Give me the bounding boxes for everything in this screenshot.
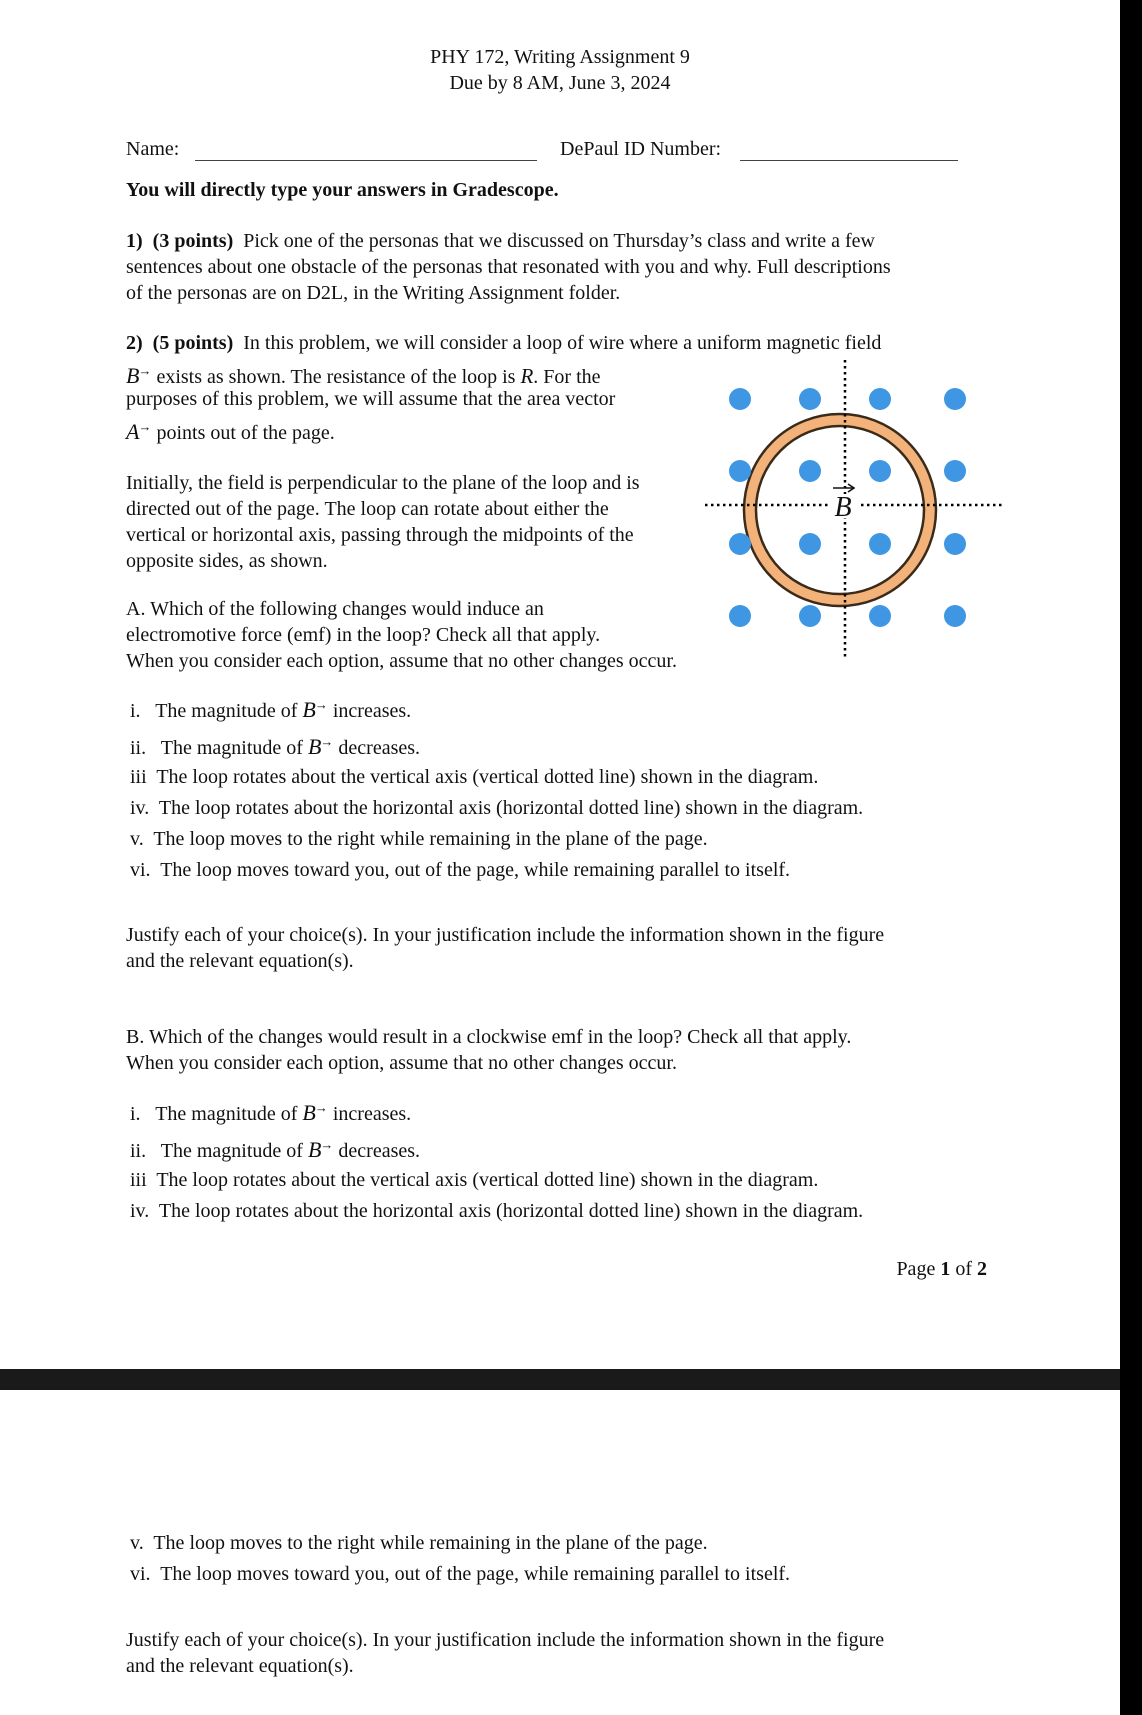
item-text-post: increases. bbox=[332, 1103, 412, 1125]
field-dot bbox=[869, 533, 891, 555]
field-dot bbox=[869, 460, 891, 482]
page-separator bbox=[0, 1369, 1142, 1390]
part-a-line2: electromotive force (emf) in the loop? Check all that apply. bbox=[126, 624, 601, 646]
page-word: Page bbox=[896, 1258, 936, 1280]
assignment-title: PHY 172, Writing Assignment 9 bbox=[430, 46, 690, 68]
item-number: iii bbox=[130, 766, 147, 788]
due-date: Due by 8 AM, June 3, 2024 bbox=[449, 72, 671, 94]
vector-b-symbol: B bbox=[302, 697, 316, 722]
q2-number: 2) bbox=[126, 332, 143, 354]
resistance-symbol: R bbox=[520, 364, 534, 388]
item-number: iii bbox=[130, 1169, 147, 1191]
q2-para2-line2: directed out of the page. The loop can rotate about either the bbox=[126, 498, 609, 520]
part-b-item-2[interactable] bbox=[130, 1132, 420, 1164]
item-number: vi. bbox=[130, 859, 151, 881]
item-text: The loop moves toward you, out of the page, while remaining parallel to itself. bbox=[160, 859, 791, 881]
item-number: ii. bbox=[130, 737, 147, 759]
field-dot bbox=[729, 388, 751, 410]
item-text-post: increases. bbox=[332, 700, 412, 722]
page-2 bbox=[0, 1390, 1120, 1715]
field-dot bbox=[944, 533, 966, 555]
item-text: The loop rotates about the vertical axis (vertical dotted line) shown in the diagram. bbox=[156, 766, 819, 788]
q2-text-4: points out of the page. bbox=[156, 422, 335, 444]
justify-b-line2: and the relevant equation(s). bbox=[126, 1655, 354, 1677]
right-edge bbox=[1120, 0, 1142, 1715]
name-blank[interactable] bbox=[195, 138, 537, 161]
part-b-line1: B. Which of the changes would result in a clockwise emf in the loop? Check all that apply. bbox=[126, 1026, 852, 1048]
magnetic-field-figure bbox=[690, 350, 1020, 670]
vector-b-symbol: B bbox=[307, 1137, 322, 1162]
field-dot bbox=[944, 460, 966, 482]
page-total: 2 bbox=[977, 1258, 987, 1280]
q1-text-1: Pick one of the personas that we discussed on Thursday’s class and write a few bbox=[243, 230, 875, 252]
q2-para2-line1: Initially, the field is perpendicular to the plane of the loop and is bbox=[126, 472, 640, 494]
field-dot bbox=[944, 605, 966, 627]
item-text-post: decreases. bbox=[338, 1140, 421, 1162]
item-text: The loop rotates about the horizontal axis (horizontal dotted line) shown in the diagram. bbox=[158, 1200, 864, 1222]
vector-arrow-icon: → bbox=[320, 1137, 334, 1152]
field-b-label: B bbox=[834, 492, 852, 523]
item-text-pre: The magnitude of bbox=[160, 1140, 303, 1162]
q2-para2-line4: opposite sides, as shown. bbox=[126, 550, 328, 572]
justify-a-line2: and the relevant equation(s). bbox=[126, 950, 354, 972]
id-blank[interactable] bbox=[740, 138, 958, 161]
part-b-item-6[interactable] bbox=[130, 1561, 790, 1587]
of-word: of bbox=[955, 1258, 972, 1280]
vector-b-symbol: B bbox=[307, 734, 322, 759]
field-dot bbox=[799, 388, 821, 410]
justify-b-line1: Justify each of your choice(s). In your justification include the information shown in the figure bbox=[126, 1629, 885, 1651]
q1-line3: of the personas are on D2L, in the Writing Assignment folder. bbox=[126, 282, 621, 304]
part-a-item-1[interactable] bbox=[130, 692, 411, 724]
item-text-pre: The magnitude of bbox=[160, 737, 303, 759]
part-a-item-4[interactable] bbox=[130, 795, 863, 821]
field-dot bbox=[799, 533, 821, 555]
item-text: The loop moves to the right while remaining in the plane of the page. bbox=[153, 1532, 708, 1554]
item-text: The loop rotates about the vertical axis (vertical dotted line) shown in the diagram. bbox=[156, 1169, 819, 1191]
part-a-item-2[interactable] bbox=[130, 729, 420, 761]
item-text: The loop rotates about the horizontal axis (horizontal dotted line) shown in the diagram. bbox=[158, 797, 864, 819]
field-dot bbox=[799, 460, 821, 482]
field-dot bbox=[944, 388, 966, 410]
page-indicator bbox=[896, 1256, 987, 1282]
item-text-pre: The magnitude of bbox=[155, 700, 298, 722]
field-dot bbox=[869, 605, 891, 627]
part-a-item-6[interactable] bbox=[130, 857, 790, 883]
item-text: The loop moves to the right while remaining in the plane of the page. bbox=[153, 828, 708, 850]
id-label: DePaul ID Number: bbox=[560, 138, 722, 160]
part-b-item-5[interactable] bbox=[130, 1530, 708, 1556]
item-text-post: decreases. bbox=[338, 737, 421, 759]
q1-number: 1) bbox=[126, 230, 143, 252]
field-dot bbox=[869, 388, 891, 410]
part-b-item-3[interactable] bbox=[130, 1167, 818, 1193]
field-dot bbox=[729, 533, 751, 555]
q2-para2-line3: vertical or horizontal axis, passing through the midpoints of the bbox=[126, 524, 634, 546]
item-text-pre: The magnitude of bbox=[155, 1103, 298, 1125]
part-a-item-5[interactable] bbox=[130, 826, 708, 852]
q1-line1 bbox=[126, 228, 875, 254]
q2-line4 bbox=[126, 414, 335, 446]
item-number: iv. bbox=[130, 1200, 150, 1222]
vector-arrow-icon: → bbox=[138, 419, 152, 434]
q2-points: (5 points) bbox=[152, 332, 234, 354]
item-text: The loop moves toward you, out of the page, while remaining parallel to itself. bbox=[160, 1563, 791, 1585]
item-number: i. bbox=[130, 700, 141, 722]
vector-arrow-icon: → bbox=[314, 1100, 328, 1115]
vector-b-symbol: B bbox=[302, 1100, 316, 1125]
part-b-line2: When you consider each option, assume that no other changes occur. bbox=[126, 1052, 677, 1074]
part-b-item-4[interactable] bbox=[130, 1198, 863, 1224]
part-b-item-1[interactable] bbox=[130, 1095, 411, 1127]
item-number: v. bbox=[130, 1532, 144, 1554]
item-number: vi. bbox=[130, 1563, 151, 1585]
justify-a-line1: Justify each of your choice(s). In your justification include the information shown in the figure bbox=[126, 924, 885, 946]
q2-text-2: exists as shown. The resistance of the loop is bbox=[156, 366, 516, 388]
q2-line3: purposes of this problem, we will assume that the area vector bbox=[126, 388, 616, 410]
vector-arrow-icon: → bbox=[314, 697, 328, 712]
item-number: ii. bbox=[130, 1140, 147, 1162]
q2-text-1: In this problem, we will consider a loop of wire where a uniform magnetic field bbox=[243, 332, 882, 354]
vector-arrow-icon: → bbox=[320, 734, 334, 749]
part-a-line1: A. Which of the following changes would induce an bbox=[126, 598, 544, 620]
vector-a-symbol: A bbox=[126, 419, 140, 444]
vector-arrow-icon: → bbox=[138, 363, 152, 378]
page-number: 1 bbox=[940, 1258, 951, 1280]
field-dot bbox=[799, 605, 821, 627]
q1-line2: sentences about one obstacle of the personas that resonated with you and why. Full descriptions bbox=[126, 256, 891, 278]
vector-b-symbol: B bbox=[126, 363, 140, 388]
field-dot bbox=[729, 605, 751, 627]
part-a-line3: When you consider each option, assume that no other changes occur. bbox=[126, 650, 677, 672]
item-number: iv. bbox=[130, 797, 150, 819]
item-number: v. bbox=[130, 828, 144, 850]
field-dot bbox=[729, 460, 751, 482]
gradescope-instruction: You will directly type your answers in Gradescope. bbox=[126, 179, 559, 201]
q2-text-2-end: . For the bbox=[533, 366, 601, 388]
item-number: i. bbox=[130, 1103, 141, 1125]
part-a-item-3[interactable] bbox=[130, 764, 818, 790]
name-label: Name: bbox=[126, 138, 180, 160]
q1-points: (3 points) bbox=[152, 230, 234, 252]
